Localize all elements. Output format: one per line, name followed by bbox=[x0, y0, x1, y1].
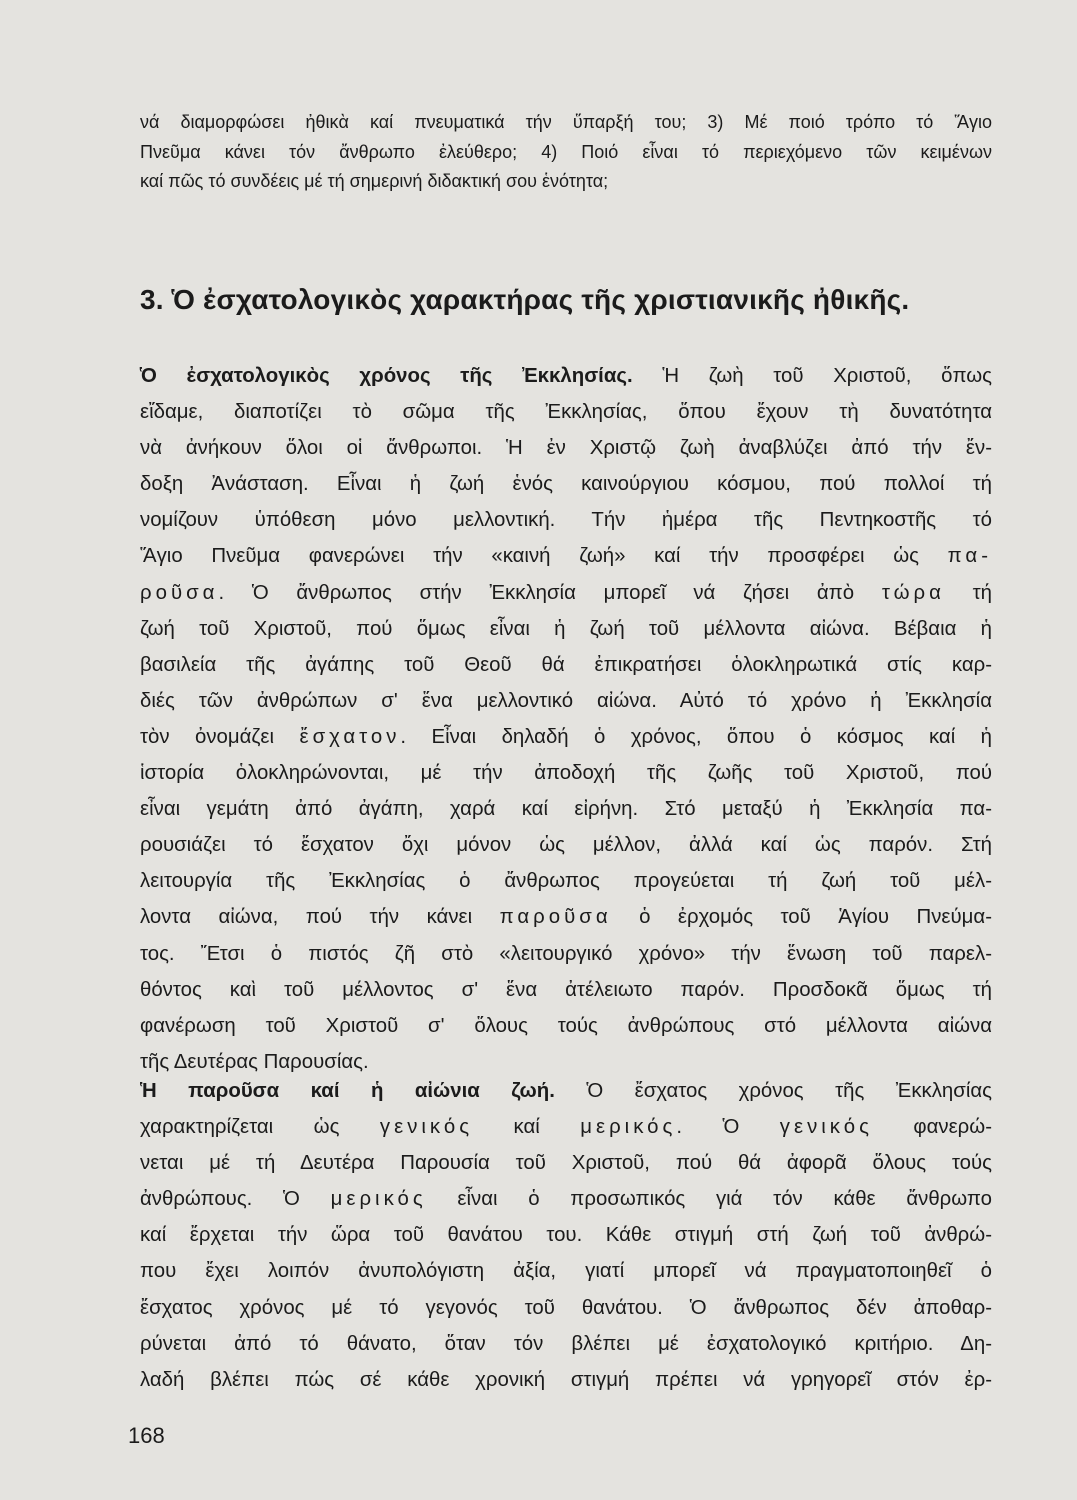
paragraph-line: θόντος καὶ τοῦ μέλλοντος σ' ἕνα ἀτέλειωτο παρόν. Προσδοκᾶ ὅμως τή bbox=[140, 978, 992, 1001]
paragraph-line: εἴδαμε, διαποτίζει τὸ σῶμα τῆς Ἐκκλησίας, ὅπου ἔχουν τὴ δυνατότητα bbox=[140, 401, 992, 424]
paragraph-line: χαρακτηρίζεται ὡς γενικός καί μερικός. Ὁ γενικός φανερώ- bbox=[140, 1116, 992, 1139]
paragraph-line: ρουσιάζει τό ἔσχατον ὄχι μόνον ὡς μέλλον, ἀλλά καί ὡς παρόν. Στή bbox=[140, 834, 992, 857]
spaced-emphasis: μερικός bbox=[580, 1116, 677, 1139]
paragraph-eschatological-time bbox=[140, 358, 992, 1080]
spaced-emphasis: ἔσχατον bbox=[299, 725, 401, 748]
paragraph-line: λειτουργία τῆς Ἐκκλησίας ὁ ἄνθρωπος προγεύεται τή ζωή τοῦ μέλ- bbox=[140, 870, 992, 893]
paragraph-line: Ὁ ἐσχατολογικὸς χρόνος τῆς Ἐκκλησίας. Ἡ ζωὴ τοῦ Χριστοῦ, ὅπως bbox=[140, 365, 992, 387]
paragraph-line: διές τῶν ἀνθρώπων σ' ἕνα μελλοντικό αἰώνα. Αὐτό τό χρόνο ἡ Ἐκκλησία bbox=[140, 689, 992, 712]
paragraph-line: ζωή τοῦ Χριστοῦ, πού ὅμως εἶναι ἡ ζωή τοῦ μέλλοντα αἰώνα. Βέβαια ἡ bbox=[140, 617, 992, 640]
spaced-emphasis: ροῦσα bbox=[140, 581, 219, 604]
paragraph-line: ἱστορία ὁλοκληρώνονται, μέ τήν ἀποδοχή τῆς ζωῆς τοῦ Χριστοῦ, πού bbox=[140, 762, 992, 785]
paragraph-line: τος. Ἔτσι ὁ πιστός ζῆ στὸ «λειτουργικό χρόνο» τήν ἕνωση τοῦ παρελ- bbox=[140, 942, 992, 965]
spaced-emphasis: μερικός bbox=[330, 1188, 427, 1211]
intro-line-2: Πνεῦμα κάνει τόν ἄνθρωπο ἐλεύθερο; 4) Ποιό εἶναι τό περιεχόμενο τῶν κειμένων bbox=[140, 141, 992, 162]
page-number: 168 bbox=[128, 1423, 165, 1448]
spaced-emphasis: γενικός bbox=[379, 1116, 474, 1139]
spaced-emphasis: πα- bbox=[947, 545, 992, 568]
paragraph-line: λοντα αἰώνα, πού τήν κάνει παροῦσα ὁ ἐρχομός τοῦ Ἁγίου Πνεύμα- bbox=[140, 906, 992, 929]
spaced-emphasis: παροῦσα bbox=[499, 906, 612, 929]
paragraph-lead-title: Ὁ ἐσχατολογικὸς χρόνος τῆς Ἐκκλησίας. bbox=[140, 365, 633, 387]
paragraph-line: φανέρωση τοῦ Χριστοῦ σ' ὅλους τούς ἀνθρώπους στό μέλλοντα αἰώνα bbox=[140, 1014, 992, 1037]
paragraph-line: Ἅγιο Πνεῦμα φανερώνει τήν «καινή ζωή» καί τήν προσφέρει ὡς πα- bbox=[140, 545, 992, 568]
intro-line-1: νά διαμορφώσει ἠθικὰ καί πνευματικά τήν ὕπαρξή του; 3) Μέ ποιό τρόπο τό Ἅγιο bbox=[140, 112, 992, 132]
intro-line-3: καί πῶς τό συνδέεις μέ τή σημερινή διδακτική σου ἑνότητα; bbox=[140, 171, 609, 191]
spaced-emphasis: τώρα bbox=[881, 581, 945, 604]
paragraph-line: καί ἔρχεται τήν ὥρα τοῦ θανάτου του. Κάθε στιγμή στή ζωή τοῦ ἀνθρώ- bbox=[140, 1224, 992, 1247]
paragraph-line: Ἡ παροῦσα καί ἡ αἰώνια ζωή. Ὁ ἔσχατος χρόνος τῆς Ἐκκλησίας bbox=[140, 1080, 993, 1102]
paragraph-present-and-eternal-life bbox=[140, 1073, 992, 1398]
paragraph-line: βασιλεία τῆς ἀγάπης τοῦ Θεοῦ θά ἐπικρατήσει ὁλοκληρωτικά στίς καρ- bbox=[140, 653, 992, 676]
paragraph-line: που ἔχει λοιπόν ἀνυπολόγιστη ἀξία, γιατί μπορεῖ νά πραγματοποιηθεῖ ὁ bbox=[140, 1260, 992, 1283]
paragraph-line: λαδή βλέπει πώς σέ κάθε χρονική στιγμή πρέπει νά γρηγορεῖ στόν ἐρ- bbox=[140, 1368, 992, 1391]
paragraph-line: ρύνεται ἀπό τό θάνατο, ὅταν τόν βλέπει μέ ἐσχατολογικό κριτήριο. Δη- bbox=[140, 1332, 992, 1355]
paragraph-line: ἀνθρώπους. Ὁ μερικός εἶναι ὁ προσωπικός γιά τόν κάθε ἄνθρωπο bbox=[140, 1188, 993, 1211]
paragraph-line: τῆς Δευτέρας Παρουσίας. bbox=[140, 1050, 369, 1073]
paragraph-lead-title: Ἡ παροῦσα καί ἡ αἰώνια ζωή. bbox=[140, 1080, 555, 1102]
paragraph-line: νεται μέ τή Δευτέρα Παρουσία τοῦ Χριστοῦ, πού θά ἀφορᾶ ὅλους τούς bbox=[140, 1152, 992, 1175]
paragraph-line: ροῦσα. Ὁ ἄνθρωπος στήν Ἐκκλησία μπορεῖ νά ζήσει ἀπὸ τώρα τή bbox=[140, 581, 992, 604]
paragraph-line: εἶναι γεμάτη ἀπό ἀγάπη, χαρά καί εἰρήνη. Στό μεταξύ ἡ Ἐκκλησία πα- bbox=[140, 798, 992, 821]
paragraph-line: ἔσχατος χρόνος μέ τό γεγονός τοῦ θανάτου. Ὁ ἄνθρωπος δέν ἀποθαρ- bbox=[140, 1296, 992, 1319]
paragraph-line: τὸν ὀνομάζει ἔσχατον. Εἶναι δηλαδή ὁ χρόνος, ὅπου ὁ κόσμος καί ἡ bbox=[140, 725, 992, 748]
section-heading: 3. Ὁ ἐσχατολογικὸς χαρακτήρας τῆς χριστιανικῆς ἠθικῆς. bbox=[140, 284, 910, 315]
paragraph-line: νομίζουν ὑπόθεση μόνο μελλοντική. Τήν ἡμέρα τῆς Πεντηκοστῆς τό bbox=[140, 509, 992, 532]
spaced-emphasis: γενικός bbox=[779, 1116, 873, 1139]
paragraph-line: δοξη Ἀνάσταση. Εἶναι ἡ ζωή ἑνός καινούργιου κόσμου, πού πολλοί τή bbox=[140, 473, 992, 496]
paragraph-line: νὰ ἀνήκουν ὅλοι οἱ ἄνθρωποι. Ἡ ἐν Χριστῷ ζωὴ ἀναβλύζει ἀπό τήν ἔν- bbox=[140, 437, 992, 460]
intro-paragraph bbox=[140, 108, 992, 197]
